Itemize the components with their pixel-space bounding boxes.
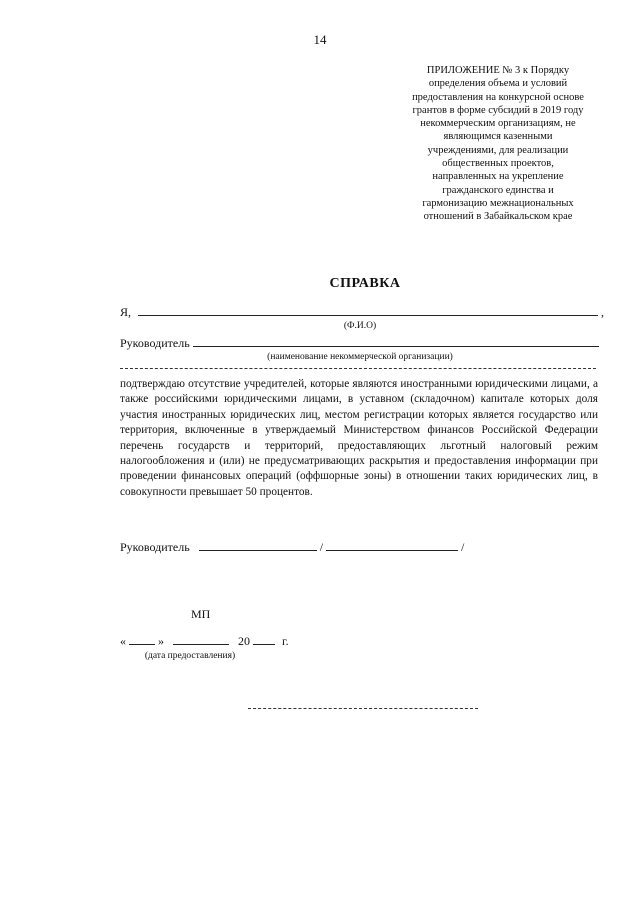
- year-suffix: г.: [282, 634, 289, 648]
- date-caption: (дата предоставления): [144, 651, 236, 661]
- page-number: 14: [313, 32, 327, 47]
- fio-caption: (Ф.И.О): [343, 321, 377, 331]
- signature-blank[interactable]: [199, 549, 317, 551]
- signature-label: Руководитель: [120, 540, 190, 554]
- appendix-line: гражданского единства и: [442, 184, 554, 196]
- i-label: Я,: [120, 305, 132, 319]
- year-blank[interactable]: [253, 643, 275, 645]
- year-prefix: 20: [238, 634, 250, 648]
- appendix-line: некоммерческим организациям, не: [420, 118, 576, 130]
- org-caption: (наименование некоммерческой организации): [267, 352, 453, 362]
- head-label: Руководитель: [120, 336, 190, 350]
- appendix-line: ПРИЛОЖЕНИЕ № 3 к Порядку: [426, 65, 570, 76]
- appendix-line: грантов в форме субсидий в 2019 году: [412, 104, 584, 116]
- signature-row: [120, 540, 464, 555]
- head-row: [120, 336, 599, 351]
- day-blank[interactable]: [129, 643, 155, 645]
- date-row: [120, 634, 289, 649]
- fio-trailing-comma: ,: [601, 305, 605, 319]
- certificate-body: подтверждаю отсутствие учредителей, которые являются иностранными юридическими лицами, а также российскими юридическими лицами, в уставном (складочном) капитале которых доля участия иностранных юридических лиц, местом регистрации которых является государство или территория, включенные в утверждаемый Министерством финансов Российской Федерации перечень государств и территорий, предоставляющих льготный налоговый режим налогообложения и (или) не предусматривающих раскрытия и предоставления информации при проведении финансовых операций (оффшорные зоны) в отношении таких юридических лиц, в совокупности превышает 50 процентов.: [120, 378, 598, 498]
- document-title: СПРАВКА: [329, 276, 401, 291]
- signature-slash: /: [461, 540, 465, 554]
- signature-name-blank[interactable]: [326, 549, 458, 551]
- appendix-line: отношений в Забайкальском крае: [423, 211, 573, 223]
- appendix-heading: [408, 64, 588, 224]
- fio-blank[interactable]: [138, 314, 598, 316]
- date-open-quote: «: [120, 634, 126, 648]
- bottom-separator-line: [248, 708, 478, 709]
- appendix-line: определения объема и условий: [428, 78, 568, 90]
- appendix-line: направленных на укрепление: [432, 171, 564, 183]
- stamp-place: МП: [191, 607, 211, 621]
- signature-slash: /: [319, 540, 324, 554]
- month-blank[interactable]: [173, 643, 229, 645]
- date-close-quote: »: [158, 634, 164, 648]
- org-blank[interactable]: [193, 345, 599, 347]
- appendix-line: общественных проектов,: [442, 158, 554, 170]
- appendix-line: являющимся казенными: [443, 131, 553, 143]
- appendix-line: предоставления на конкурсной основе: [412, 91, 584, 103]
- appendix-line: учреждениями, для реализации: [427, 144, 569, 156]
- appendix-line: гармонизацию межнациональных: [422, 197, 574, 209]
- fio-row: [120, 305, 604, 320]
- org-continuation-line[interactable]: [120, 368, 596, 369]
